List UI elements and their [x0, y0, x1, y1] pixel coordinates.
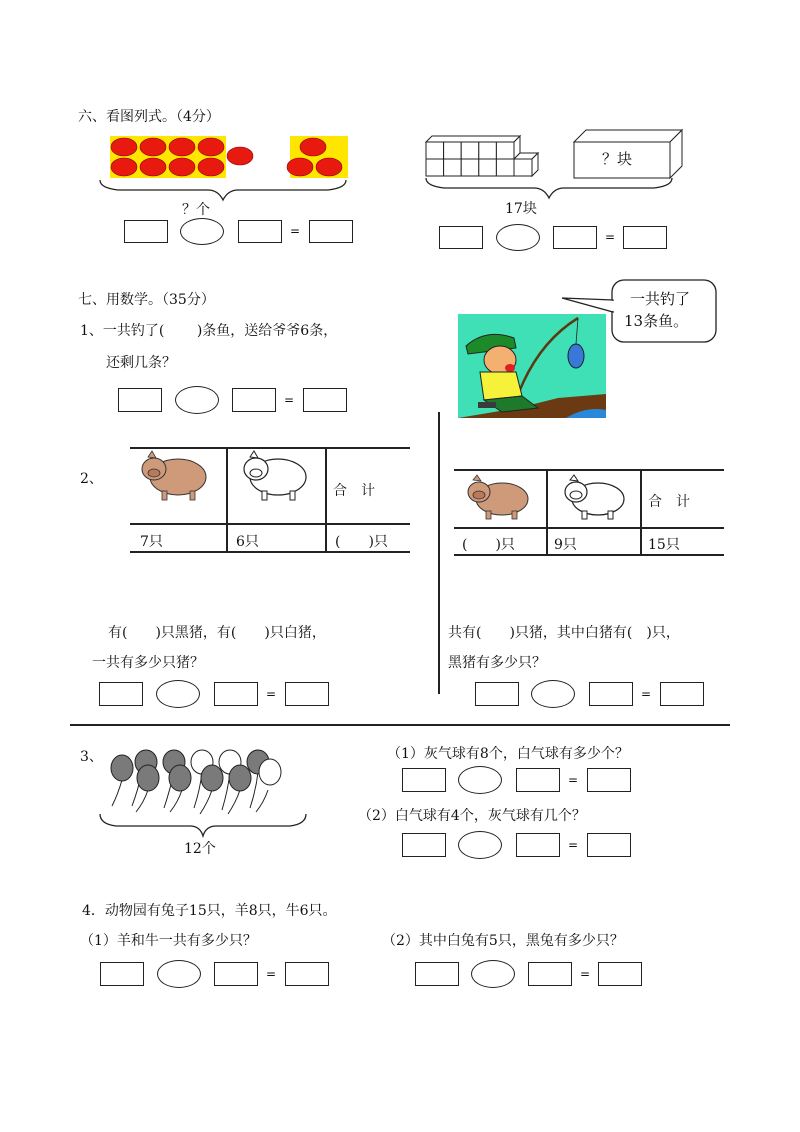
- white-pig-count: 9只: [554, 537, 577, 553]
- q4-sub1: （1）羊和牛一共有多少只？: [80, 933, 257, 949]
- black-pig-icon: [464, 473, 530, 523]
- box-label: ？块: [602, 150, 633, 168]
- operator-oval[interactable]: [157, 960, 201, 988]
- fishing-boy-picture: [458, 314, 606, 418]
- right-table: [454, 469, 724, 555]
- left-brace: [98, 178, 348, 202]
- answer-box[interactable]: [528, 962, 572, 986]
- answer-box[interactable]: [99, 682, 143, 706]
- operator-oval[interactable]: [496, 224, 540, 251]
- black-pig-icon: [138, 449, 210, 503]
- total-count: 15只: [648, 537, 680, 553]
- total-header: 合 计: [333, 483, 375, 499]
- answer-box[interactable]: [415, 962, 459, 986]
- answer-box[interactable]: [598, 962, 642, 986]
- answer-box[interactable]: [589, 682, 633, 706]
- equals-sign: =: [568, 773, 579, 787]
- balloons-total-label: 12个: [184, 841, 216, 857]
- answer-box[interactable]: [232, 388, 276, 412]
- equals-sign: =: [580, 967, 591, 981]
- equals-sign: =: [568, 838, 579, 852]
- answer-box[interactable]: [285, 962, 329, 986]
- answer-box[interactable]: [623, 226, 667, 249]
- q2-left-line2: 一共有多少只猪？: [92, 655, 204, 671]
- white-pig-count: 6只: [236, 534, 259, 550]
- q2-left-line1: 有( )只黑猪，有( )只白猪，: [108, 625, 326, 641]
- answer-box[interactable]: [214, 682, 258, 706]
- equals-sign: =: [641, 687, 652, 701]
- q4-title: 4．动物园有兔子15只，羊8只，牛6只。: [82, 903, 337, 919]
- operator-oval[interactable]: [175, 386, 219, 414]
- operator-oval[interactable]: [156, 680, 200, 708]
- horizontal-divider: [70, 724, 730, 726]
- operator-oval[interactable]: [458, 831, 502, 859]
- answer-box[interactable]: [587, 768, 631, 792]
- q2-number: 2、: [80, 471, 103, 487]
- operator-oval[interactable]: [180, 218, 224, 245]
- bubble-line1: 一共钓了: [630, 290, 691, 308]
- answer-box[interactable]: [660, 682, 704, 706]
- bubble-line2: 13条鱼。: [624, 312, 689, 330]
- q1-line2: 还剩几条？: [106, 355, 176, 371]
- answer-box[interactable]: [214, 962, 258, 986]
- black-pig-count: 7只: [140, 534, 163, 550]
- equals-sign: =: [266, 967, 277, 981]
- answer-box[interactable]: [309, 220, 353, 243]
- section-6-title: 六、看图列式。（4分）: [78, 109, 220, 125]
- answer-box[interactable]: [475, 682, 519, 706]
- answer-box[interactable]: [516, 833, 560, 857]
- answer-box[interactable]: [303, 388, 347, 412]
- equals-sign: =: [290, 224, 301, 238]
- q2-right-line2: 黑猪有多少只？: [448, 655, 546, 671]
- answer-box[interactable]: [402, 833, 446, 857]
- left-table: [130, 447, 410, 553]
- answer-box[interactable]: [439, 226, 483, 249]
- operator-oval[interactable]: [531, 680, 575, 708]
- answer-box[interactable]: [100, 962, 144, 986]
- q3-sub1: （1）灰气球有8个，白气球有多少个？: [387, 746, 629, 762]
- equals-sign: =: [284, 393, 295, 407]
- black-pig-count: ( )只: [462, 537, 515, 553]
- vertical-divider: [438, 412, 440, 694]
- operator-oval[interactable]: [471, 960, 515, 988]
- answer-box[interactable]: [118, 388, 162, 412]
- equals-sign: =: [605, 230, 616, 244]
- section-7-title: 七、用数学。（35分）: [78, 292, 215, 308]
- total-count: ( )只: [335, 534, 388, 550]
- answer-box[interactable]: [516, 768, 560, 792]
- answer-box[interactable]: [587, 833, 631, 857]
- q4-sub2: （2）其中白兔有5只，黑兔有多少只？: [382, 933, 624, 949]
- white-pig-icon: [560, 473, 626, 523]
- answer-box[interactable]: [402, 768, 446, 792]
- equals-sign: =: [266, 687, 277, 701]
- answer-box[interactable]: [238, 220, 282, 243]
- white-pig-icon: [238, 449, 310, 503]
- q1-line1: 1、一共钓了( )条鱼，送给爷爷6条，: [80, 323, 338, 339]
- balloons-picture: [108, 750, 308, 820]
- q2-right-line1: 共有( )只猪，其中白猪有( )只，: [448, 625, 680, 641]
- answer-box[interactable]: [553, 226, 597, 249]
- balloons-brace: [98, 812, 308, 838]
- operator-oval[interactable]: [458, 766, 502, 794]
- right-total-label: 17块: [505, 201, 537, 217]
- left-total-label: ？个: [182, 202, 210, 218]
- q3-sub2: （2）白气球有4个，灰气球有几个？: [358, 808, 586, 824]
- q3-number: 3、: [80, 749, 103, 765]
- answer-box[interactable]: [124, 220, 168, 243]
- total-header: 合 计: [648, 494, 690, 510]
- right-brace: [424, 176, 674, 200]
- answer-box[interactable]: [285, 682, 329, 706]
